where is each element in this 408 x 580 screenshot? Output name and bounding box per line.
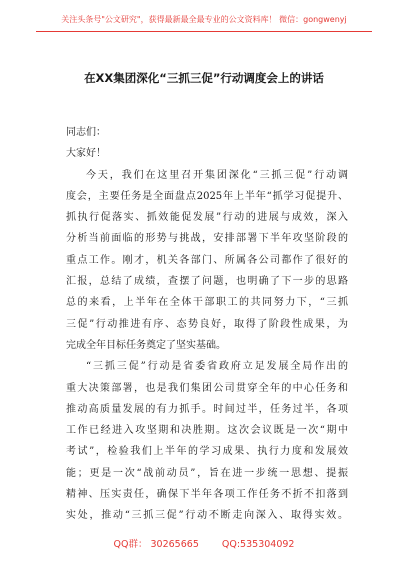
paragraph-line: 分析当前面临的形势与挑战，安排部署下半年攻坚阶段的 [66, 233, 348, 245]
paragraph-line: 汇报，总结了成绩，查摆了问题，也明确了下一步的思路 [66, 276, 348, 288]
paragraph-line: 三促”行动推进有序、态势良好，取得了阶段性成果，为 [66, 318, 348, 330]
footer-qq-group: QQ群： 30265665 [113, 539, 199, 550]
paragraph-line: 度会，主要任务是全面盘点2025年上半年“抓学习促提升、 [66, 190, 348, 202]
paragraph-line: 重点工作。刚才，机关各部门、所属各公司都作了很好的 [66, 254, 348, 266]
paragraph-line: 抓执行促落实、抓效能促发展”行动的进展与成效，深入 [66, 212, 348, 224]
paragraph-line: 完成全年目标任务奠定了坚实基础。 [66, 339, 226, 351]
paragraph-line: 精神、压实责任，确保下半年各项工作任务不折不扣落到 [66, 489, 348, 501]
paragraph-line: 工作已经进入攻坚期和决胜期。这次会议既是一次“期中 [66, 425, 348, 437]
paragraph-line: 推动高质量发展的有力抓手。时间过半，任务过半，各项 [66, 403, 348, 415]
paragraph-line: “三抓三促”行动是省委省政府立足发展全局作出的 [86, 361, 348, 373]
footer-qq: QQ:535304092 [221, 539, 295, 550]
paragraph-line: 总的来看，上半年在全体干部职工的共同努力下，“三抓 [66, 297, 348, 309]
greeting-line: 大家好！ [66, 148, 106, 160]
paragraph-line: 考试”，检验我们上半年的学习成果、执行力度和发展效 [66, 446, 348, 458]
paragraph-line: 重大决策部署，也是我们集团公司贯穿全年的中心任务和 [66, 382, 348, 394]
paragraph-line: 今天，我们在这里召开集团深化“三抓三促”行动调 [86, 169, 348, 181]
header-banner: 关注头条号"公文研究"，获得最新最全最专业的公文资料库！ 微信：gongwenyj [36, 14, 372, 32]
salutation-line: 同志们： [66, 127, 106, 138]
document-body [66, 122, 348, 527]
footer-contact [0, 536, 408, 550]
document-title: 在XX集团深化“三抓三促”行动调度会上的讲话 [84, 71, 324, 85]
paragraph-line: 能；更是一次“战前动员”，旨在进一步统一思想、提振 [66, 467, 348, 479]
paragraph-line: 实处，推动“三抓三促”行动不断走向深入、取得实效。 [66, 510, 348, 522]
